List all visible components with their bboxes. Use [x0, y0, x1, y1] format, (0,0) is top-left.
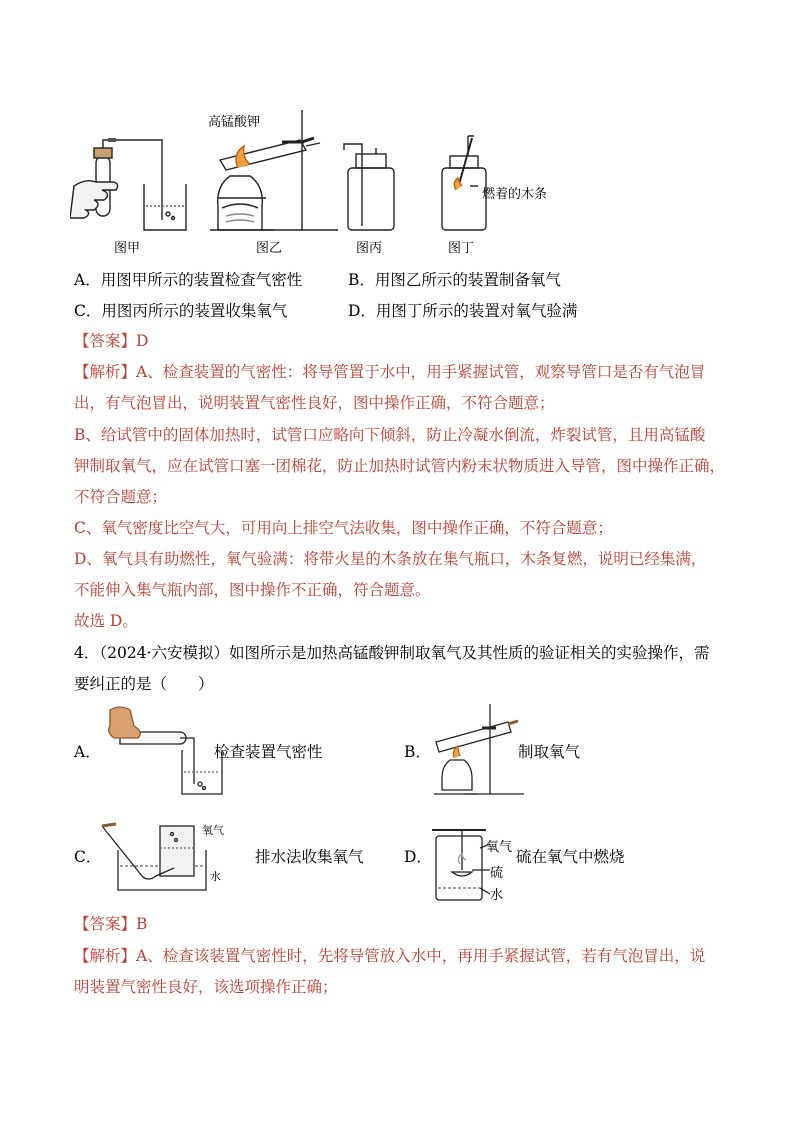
- caption-jia: 图甲: [114, 241, 141, 256]
- q4-stem-line-1: 4．（2024·六安模拟）如图所示是加热高锰酸钾制取氧气及其性质的验证相关的实验操作，需: [74, 644, 710, 662]
- q4-option-c-text: 排水法收集氧气: [255, 848, 364, 866]
- d-label-sulfur: 硫: [490, 866, 504, 881]
- q3-option-d: D．用图丁所示的装置对氧气验满: [348, 302, 578, 320]
- q3-apparatus-figure: [70, 108, 550, 258]
- q3-option-b: B．用图乙所示的装置制备氧气: [348, 271, 561, 289]
- figure-ding: [442, 136, 486, 230]
- q4-option-d-text: 硫在氧气中燃烧: [516, 848, 625, 866]
- q4-analysis-line-1: 【解析】A、检查该装置气密性时，先将导管放入水中，再用手紧握试管，若有气泡冒出，说: [74, 947, 706, 965]
- q4-option-a-figure: [96, 702, 226, 800]
- q4-option-b-text: 制取氧气: [518, 743, 581, 761]
- q3-option-c: C．用图丙所示的装置收集氧气: [74, 302, 288, 320]
- q4-stem-line-2: 要纠正的是（ ）: [74, 675, 214, 693]
- analysis-tag: 【解析】: [74, 363, 137, 381]
- figure-bing: [344, 144, 394, 230]
- analysis-tag: 【解析】: [74, 947, 137, 965]
- q3-analysis-line-8: 不能伸入集气瓶内部，图中操作不正确，符合题意。: [74, 581, 431, 599]
- c-label-water: 水: [210, 870, 221, 883]
- q3-analysis-line-3: B、给试管中的固体加热时，试管口应略向下倾斜，防止冷凝水倒流，炸裂试管，且用高锰酸: [74, 426, 706, 444]
- q3-analysis-line-5: 不符合题意；: [74, 488, 168, 506]
- answer-tag: 【答案】: [74, 915, 137, 933]
- answer-tag: 【答案】: [74, 332, 137, 350]
- d-label-water: 水: [490, 888, 504, 903]
- caption-ding: 图丁: [448, 241, 475, 256]
- label-burning-splint: 燃着的木条: [482, 187, 548, 202]
- caption-yi: 图乙: [256, 241, 283, 256]
- q3-answer-line: [74, 331, 148, 351]
- q4-option-a-text: 检查装置气密性: [214, 743, 323, 761]
- q4-option-b-figure: [428, 700, 528, 800]
- q3-analysis-line-4: 钾制取氧气，应在试管口塞一团棉花，防止加热时试管内粉末状物质进入导管，图中操作正确，: [74, 457, 726, 475]
- q3-analysis-line-9: 故选 D。: [74, 612, 138, 630]
- q3-analysis-line-7: D、氧气具有助燃性，氧气验满：将带火星的木条放在集气瓶口，木条复燃，说明已经集满，: [74, 550, 707, 568]
- caption-bing: 图丙: [356, 241, 383, 256]
- answer-value: D: [136, 332, 149, 350]
- c-label-oxygen: 氧气: [202, 824, 224, 837]
- figure-jia: [70, 140, 186, 230]
- q3-analysis-line-1: 【解析】A、检查装置的气密性：将导管置于水中，用手紧握试管，观察导管口是否有气泡冒: [74, 363, 706, 381]
- q4-analysis-line-2: 明装置气密性良好，该选项操作正确；: [74, 978, 338, 996]
- label-kmno4: 高锰酸钾: [208, 115, 261, 130]
- q4-option-c-figure: [98, 818, 238, 894]
- q4-answer-line: [74, 914, 147, 934]
- q4-option-b-letter: B．: [404, 743, 431, 761]
- q4-option-c-letter: C．: [74, 848, 102, 866]
- d-label-oxygen: 氧气: [486, 840, 513, 855]
- q4-option-d-letter: D．: [404, 848, 432, 866]
- q3-option-a: A．用图甲所示的装置检查气密性: [74, 271, 303, 289]
- answer-value: B: [136, 915, 148, 933]
- q3-analysis-line-2: 出，有气泡冒出，说明装置气密性良好，图中操作正确，不符合题意；: [74, 394, 555, 412]
- q4-option-a-letter: A．: [74, 743, 101, 761]
- q3-analysis-line-6: C、氧气密度比空气大，可用向上排空气法收集，图中操作正确，不符合题意；: [74, 519, 613, 537]
